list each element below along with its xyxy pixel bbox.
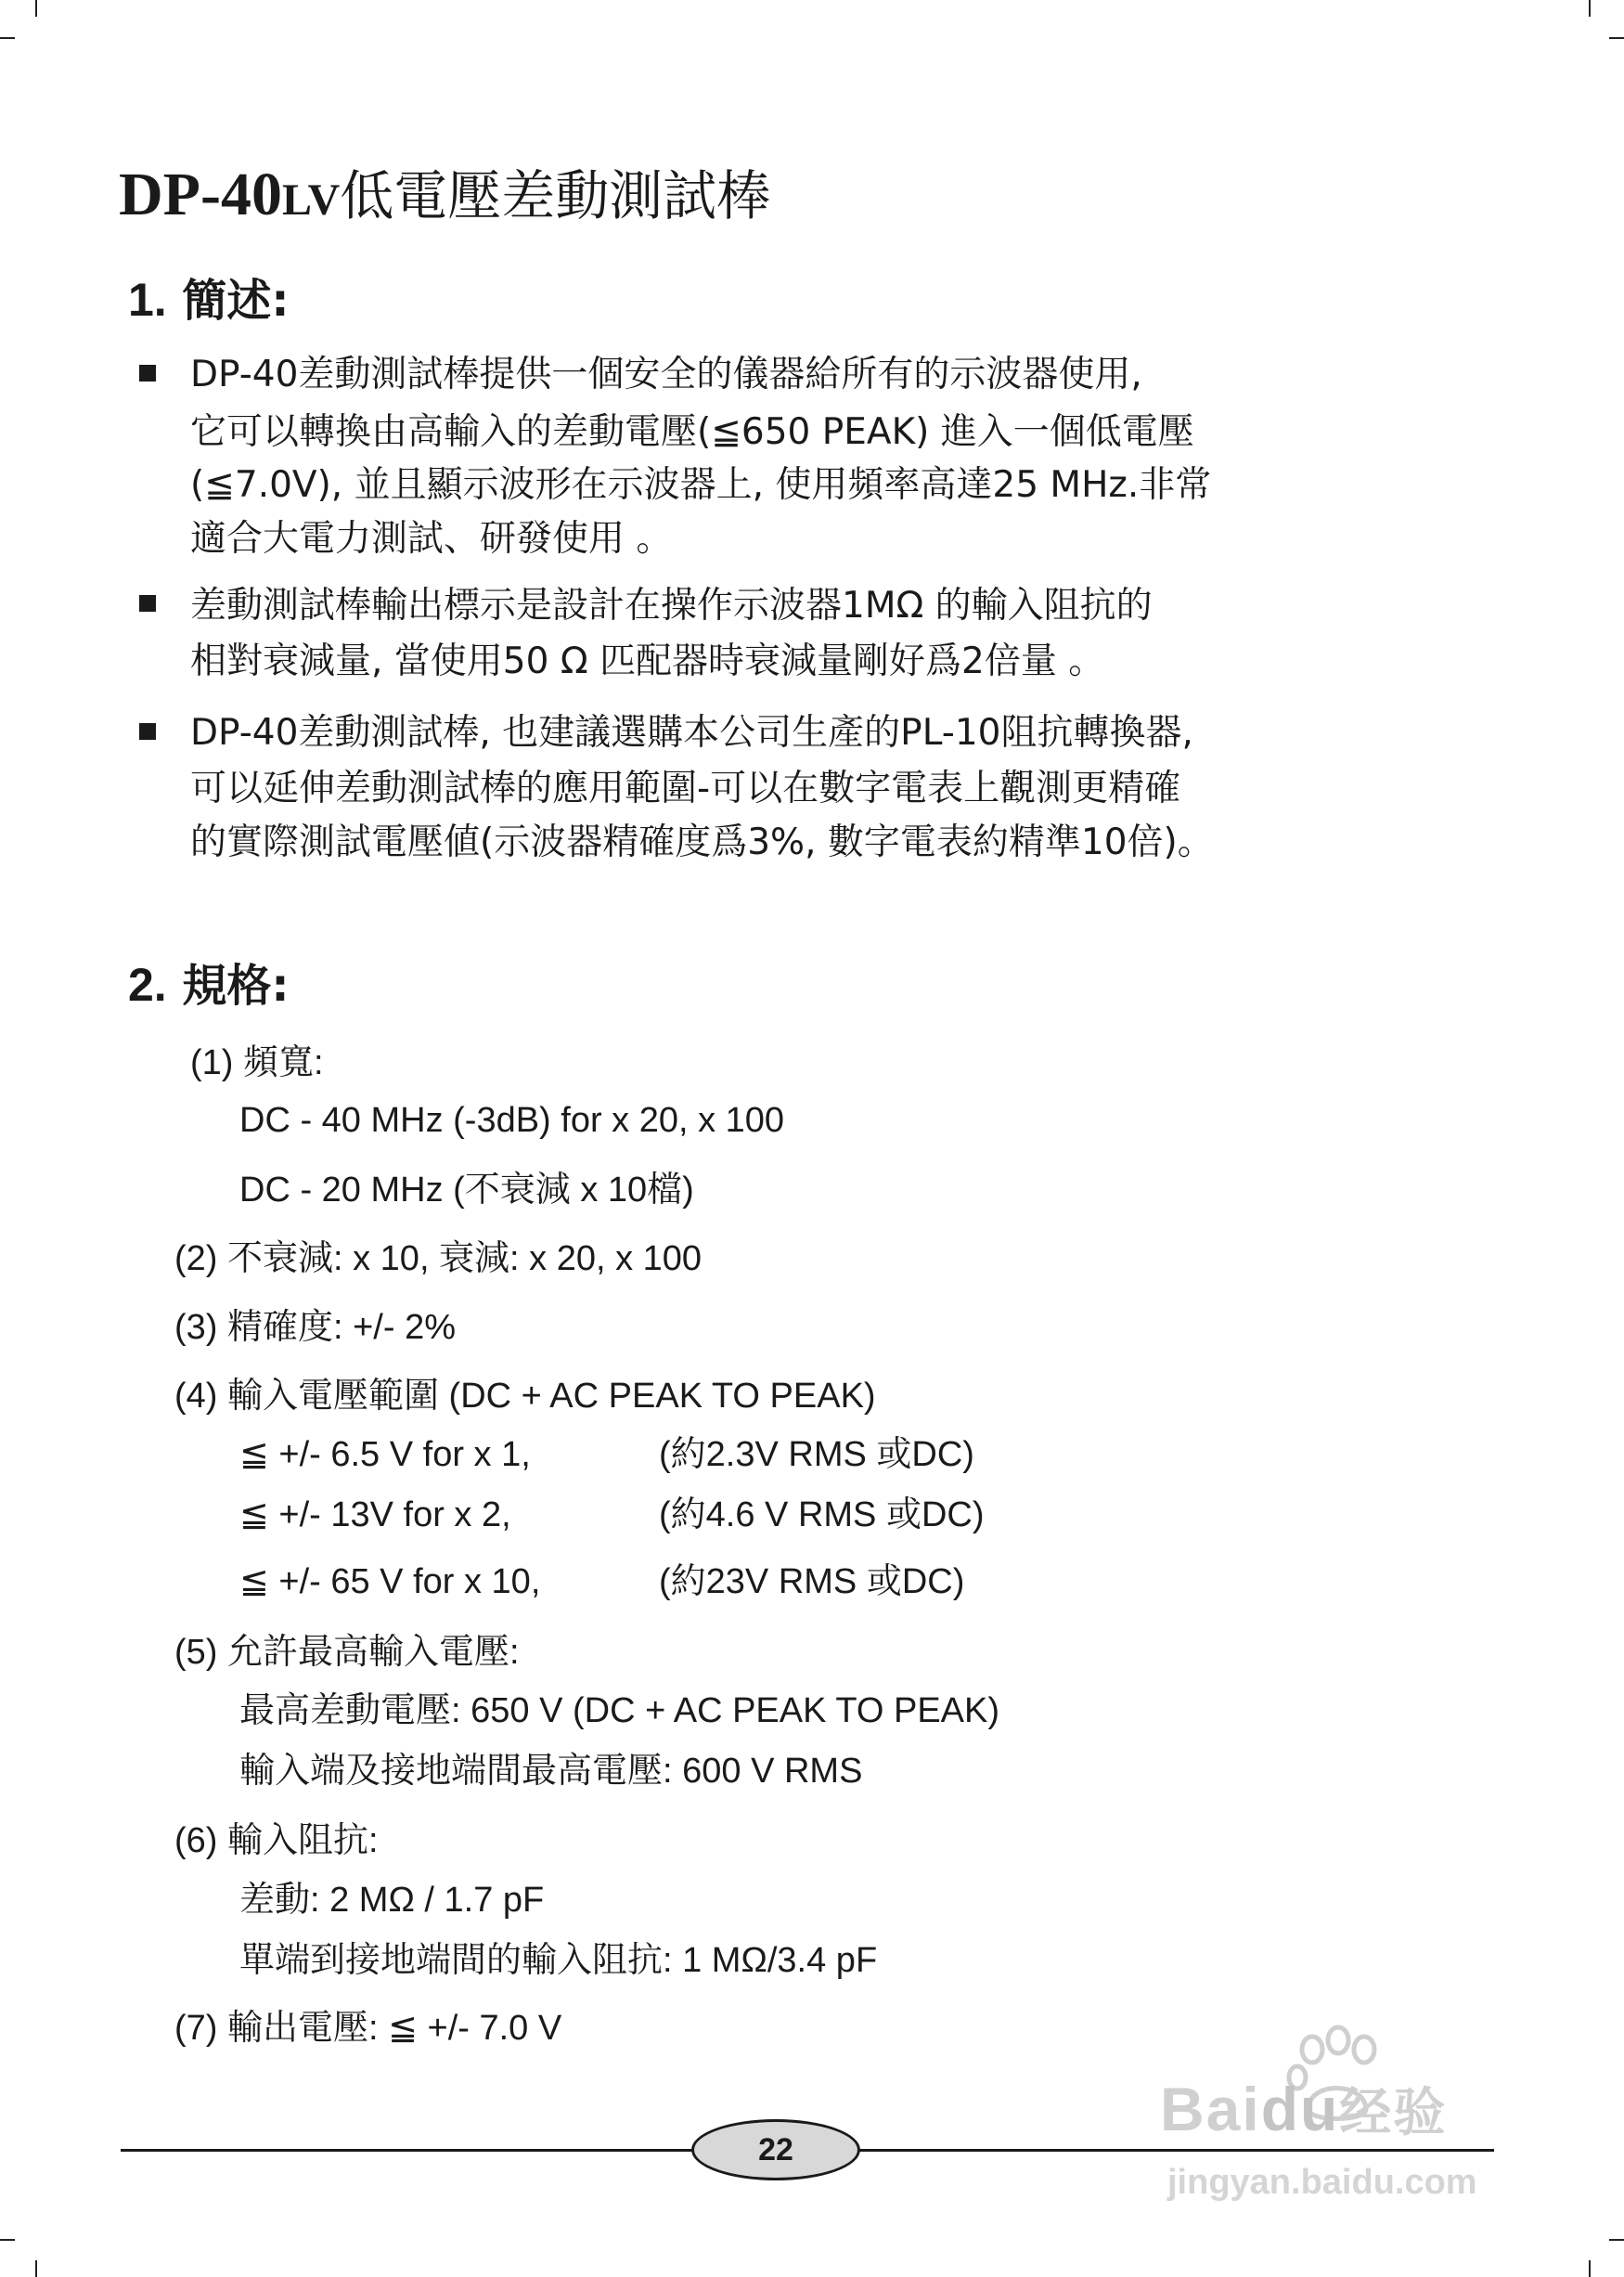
paragraph-line: 它可以轉換由高輸入的差動電壓(≦650 PEAK) 進入一個低電壓 xyxy=(190,411,1194,453)
page-number-badge xyxy=(691,2119,860,2180)
title-model: DP-40 xyxy=(119,161,282,228)
watermark-url: jingyan.baidu.com xyxy=(1167,2163,1477,2202)
spec-value: DC - 20 MHz (不衰減 x 10檔) xyxy=(239,1171,694,1210)
section-title: 簡述: xyxy=(182,275,290,327)
watermark-logo xyxy=(1160,2072,1447,2146)
spec-value: DC - 40 MHz (-3dB) for x 20, x 100 xyxy=(239,1101,785,1140)
crop-mark xyxy=(1589,2260,1591,2277)
bullet-square xyxy=(139,595,156,612)
page-title xyxy=(119,158,770,238)
paragraph-line: 可以延伸差動測試棒的應用範圍-可以在數字電表上觀測更精確 xyxy=(190,768,1181,809)
crop-mark xyxy=(35,0,37,17)
spec-value: 輸入端及接地端間最高電壓: 600 V RMS xyxy=(239,1752,863,1791)
section-number: 1. xyxy=(128,274,167,326)
bullet-square xyxy=(139,723,156,740)
title-name: 低電壓差動測試棒 xyxy=(340,164,771,227)
section-title: 規格: xyxy=(182,960,290,1012)
spec-label: (7) 輸出電壓: ≦ +/- 7.0 V xyxy=(174,2009,562,2048)
spec-value: ≦ +/- 65 V for x 10, xyxy=(239,1562,541,1601)
crop-mark xyxy=(0,37,15,39)
watermark-brand-b: du xyxy=(1260,2075,1340,2143)
section-heading-overview xyxy=(128,272,290,329)
paragraph-line: DP-40差動測試棒, 也建議選購本公司生產的PL-10阻抗轉換器, xyxy=(190,712,1193,754)
paragraph-line: (≦7.0V), 並且顯示波形在示波器上, 使用頻率高達25 MHz.非常 xyxy=(190,464,1212,506)
title-suffix: LV xyxy=(281,175,341,225)
spec-label: (5) 允許最高輸入電壓: xyxy=(174,1633,520,1672)
paragraph-line: DP-40差動測試棒提供一個安全的儀器給所有的示波器使用, xyxy=(190,354,1142,395)
spec-value: (約4.6 V RMS 或DC) xyxy=(659,1495,985,1534)
spec-value: (約23V RMS 或DC) xyxy=(659,1562,965,1601)
spec-label: (6) 輸入阻抗: xyxy=(174,1821,379,1860)
crop-mark xyxy=(1589,0,1591,17)
spec-value: ≦ +/- 6.5 V for x 1, xyxy=(239,1435,531,1474)
paragraph-line: 差動測試棒輸出標示是設計在操作示波器1MΩ 的輸入阻抗的 xyxy=(190,585,1153,627)
paragraph-line: 的實際測試電壓値(示波器精確度爲3%, 數字電表約精準10倍)。 xyxy=(190,822,1214,863)
watermark-brand-c: 经验 xyxy=(1339,2083,1448,2141)
spec-value: 差動: 2 MΩ / 1.7 pF xyxy=(239,1881,545,1920)
crop-mark xyxy=(0,2239,15,2241)
spec-value: ≦ +/- 13V for x 2, xyxy=(239,1495,511,1534)
crop-mark xyxy=(1609,2239,1624,2241)
spec-label: (1) 頻寬: xyxy=(190,1043,324,1082)
section-heading-specs xyxy=(128,957,290,1014)
page-number: 22 xyxy=(758,2131,793,2167)
crop-mark xyxy=(35,2260,37,2277)
spec-value: 單端到接地端間的輸入阻抗: 1 MΩ/3.4 pF xyxy=(239,1941,878,1980)
bullet-square xyxy=(139,365,156,382)
spec-label: (4) 輸入電壓範圍 (DC + AC PEAK TO PEAK) xyxy=(174,1377,876,1416)
paragraph-line: 適合大電力測試、研發使用 。 xyxy=(190,518,673,560)
spec-value: (約2.3V RMS 或DC) xyxy=(659,1435,974,1474)
crop-mark xyxy=(1609,37,1624,39)
watermark-brand-a: Bai xyxy=(1160,2075,1261,2143)
spec-label: (2) 不衰減: x 10, 衰減: x 20, x 100 xyxy=(174,1239,702,1278)
section-number: 2. xyxy=(128,959,167,1011)
spec-label: (3) 精確度: +/- 2% xyxy=(174,1308,456,1347)
paragraph-line: 相對衰減量, 當使用50 Ω 匹配器時衰減量剛好爲2倍量 。 xyxy=(190,640,1105,682)
spec-value: 最高差動電壓: 650 V (DC + AC PEAK TO PEAK) xyxy=(239,1691,1000,1730)
